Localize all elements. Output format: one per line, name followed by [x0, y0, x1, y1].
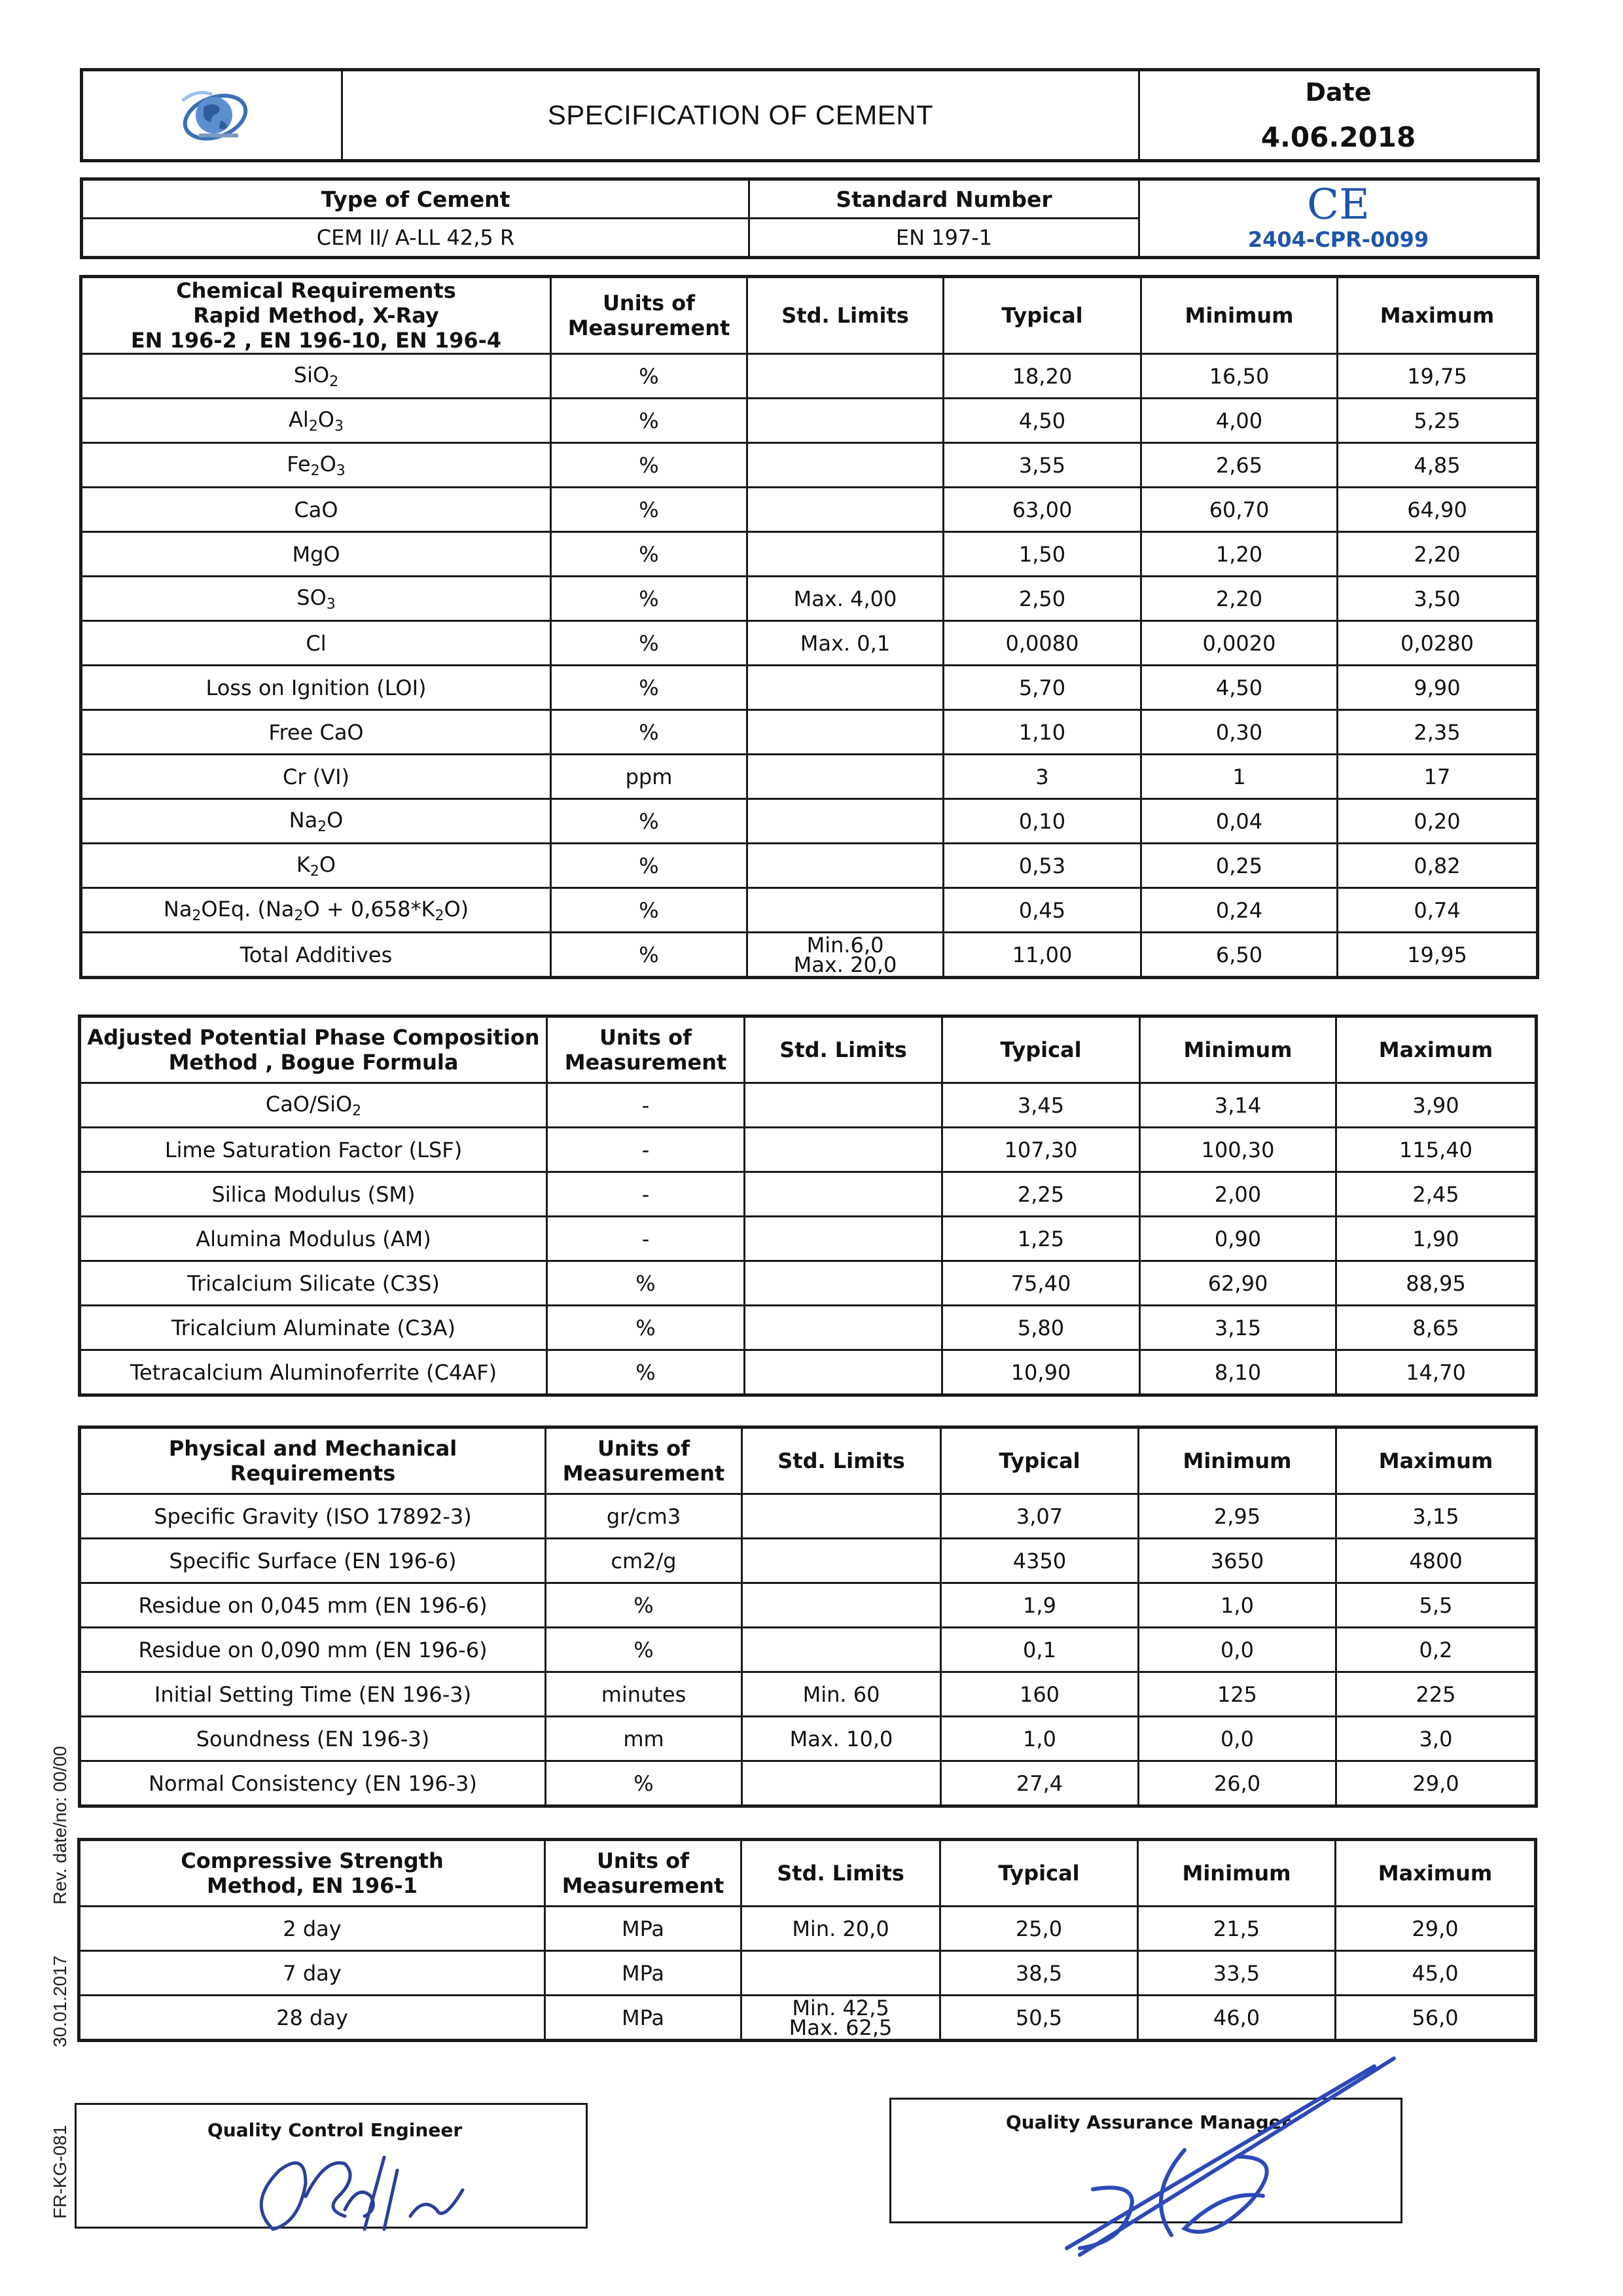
unit-cell: % — [551, 933, 747, 978]
table-row — [81, 888, 1538, 933]
param-fe2o3: $Fe_2O_3$ — [81, 443, 551, 488]
param-cell: Lime Saturation Factor (LSF) — [80, 1128, 547, 1172]
maximum-header: Maximum — [1336, 1840, 1536, 1907]
unit-cell: mm — [546, 1717, 742, 1761]
minimum-cell: 125 — [1139, 1672, 1336, 1717]
unit-cell: minutes — [546, 1672, 742, 1717]
param-cell: Normal Consistency (EN 196-3) — [80, 1761, 546, 1806]
typical-cell: 75,40 — [942, 1261, 1140, 1306]
minimum-header: Minimum — [1139, 1427, 1336, 1494]
minimum-cell: 0,0020 — [1141, 621, 1338, 666]
minimum-cell: 46,0 — [1138, 1996, 1336, 2041]
maximum-cell: 64,90 — [1338, 488, 1538, 532]
unit-cell: MPa — [545, 1996, 741, 2041]
typical-cell: 2,50 — [944, 577, 1141, 621]
limit-cell — [742, 1583, 941, 1628]
table-row — [80, 1672, 1537, 1717]
minimum-cell: 2,20 — [1141, 577, 1338, 621]
maximum-cell: 4800 — [1336, 1539, 1537, 1583]
maximum-cell: 5,25 — [1338, 399, 1538, 443]
param-cell: Soundness (EN 196-3) — [80, 1717, 546, 1761]
phase-composition-table — [78, 1014, 1538, 1397]
unit-cell: - — [547, 1128, 745, 1172]
minimum-cell: 33,5 — [1138, 1951, 1336, 1996]
document-title: SPECIFICATION OF CEMENT — [342, 70, 1139, 161]
typical-cell: 3,45 — [942, 1083, 1140, 1128]
maximum-cell: 19,95 — [1338, 933, 1538, 978]
minimum-cell: 21,5 — [1138, 1907, 1336, 1951]
limit-cell — [742, 1494, 941, 1539]
minimum-cell: 1,20 — [1141, 532, 1338, 577]
typical-cell: 0,53 — [944, 844, 1141, 888]
maximum-header: Maximum — [1336, 1016, 1537, 1083]
typical-cell: 25,0 — [940, 1907, 1138, 1951]
units-header: Units of Measurement — [551, 277, 747, 354]
qc-engineer-label: Quality Control Engineer — [207, 2119, 463, 2141]
phase-title-line-1: Adjusted Potential Phase Composition — [87, 1025, 540, 1050]
maximum-cell: 225 — [1336, 1672, 1537, 1717]
standard-number-value: EN 197-1 — [749, 219, 1139, 258]
table-row — [80, 1583, 1537, 1628]
typical-cell: 1,25 — [942, 1217, 1140, 1261]
unit-cell: % — [551, 799, 747, 844]
param-cell: Residue on 0,090 mm (EN 196-6) — [80, 1628, 546, 1672]
limit-min: Min. 42,5 — [792, 1995, 889, 2020]
table-row — [81, 399, 1538, 443]
minimum-header: Minimum — [1140, 1016, 1336, 1083]
maximum-cell: 19,75 — [1338, 354, 1538, 399]
minimum-cell: 0,30 — [1141, 710, 1338, 755]
unit-cell: gr/cm3 — [546, 1494, 742, 1539]
limit-cell — [745, 1306, 942, 1350]
compressive-title-line-2: Method, EN 196-1 — [207, 1873, 418, 1898]
maximum-cell: 3,0 — [1336, 1717, 1537, 1761]
maximum-cell: 0,2 — [1336, 1628, 1537, 1672]
param-cell: Residue on 0,045 mm (EN 196-6) — [80, 1583, 546, 1628]
limit-cell — [747, 933, 944, 978]
unit-cell: % — [551, 443, 747, 488]
unit-cell: - — [547, 1083, 745, 1128]
limit-cell — [747, 755, 944, 799]
minimum-cell: 1 — [1141, 755, 1338, 799]
table-row — [79, 1907, 1536, 1951]
minimum-cell: 62,90 — [1140, 1261, 1336, 1306]
param-cell: Loss on Ignition (LOI) — [81, 666, 551, 710]
unit-cell: - — [547, 1217, 745, 1261]
minimum-header: Minimum — [1141, 277, 1338, 354]
typical-cell: 1,9 — [941, 1583, 1139, 1628]
limit-cell: Max. 0,1 — [747, 621, 944, 666]
unit-cell: % — [546, 1583, 742, 1628]
typical-cell: 1,50 — [944, 532, 1141, 577]
typical-cell: 5,80 — [942, 1306, 1140, 1350]
maximum-cell: 0,20 — [1338, 799, 1538, 844]
unit-cell: - — [547, 1172, 745, 1217]
typical-cell: 160 — [941, 1672, 1139, 1717]
maximum-cell: 5,5 — [1336, 1583, 1537, 1628]
table-row — [81, 710, 1538, 755]
limit-cell — [747, 888, 944, 933]
table-row — [81, 844, 1538, 888]
minimum-cell: 8,10 — [1140, 1350, 1336, 1395]
typical-cell: 5,70 — [944, 666, 1141, 710]
table-header-row — [80, 1016, 1537, 1083]
unit-cell: % — [551, 399, 747, 443]
unit-cell: % — [551, 488, 747, 532]
maximum-cell: 3,90 — [1336, 1083, 1537, 1128]
limit-cell — [742, 1628, 941, 1672]
maximum-cell: 29,0 — [1336, 1907, 1536, 1951]
param-cell: Cr (VI) — [81, 755, 551, 799]
unit-cell: % — [547, 1261, 745, 1306]
maximum-cell: 4,85 — [1338, 443, 1538, 488]
table-row — [80, 1172, 1537, 1217]
form-number-label: FR-KG-081 — [50, 2125, 70, 2219]
unit-cell: % — [551, 888, 747, 933]
minimum-cell: 1,0 — [1139, 1583, 1336, 1628]
std-limits-header: Std. Limits — [745, 1016, 942, 1083]
param-cell: Tetracalcium Aluminoferrite (C4AF) — [80, 1350, 547, 1395]
param-cell: Free CaO — [81, 710, 551, 755]
minimum-cell: 3,14 — [1140, 1083, 1336, 1128]
cpr-number: 2404-CPR-0099 — [1247, 226, 1429, 252]
unit-cell: % — [551, 577, 747, 621]
unit-cell: % — [546, 1628, 742, 1672]
param-cell: Initial Setting Time (EN 196-3) — [80, 1672, 546, 1717]
limit-max: Max. 62,5 — [789, 2015, 893, 2040]
typical-cell: 3 — [944, 755, 1141, 799]
compressive-title — [79, 1840, 545, 1907]
table-row — [80, 1628, 1537, 1672]
typical-cell: 0,10 — [944, 799, 1141, 844]
limit-cell — [741, 1996, 940, 2041]
typical-cell: 2,25 — [942, 1172, 1140, 1217]
param-cell: CaO — [81, 488, 551, 532]
table-row — [81, 354, 1538, 399]
date-label: Date — [1305, 77, 1372, 107]
unit-cell: % — [551, 621, 747, 666]
maximum-header: Maximum — [1336, 1427, 1537, 1494]
typical-cell: 3,55 — [944, 443, 1141, 488]
typical-cell: 11,00 — [944, 933, 1141, 978]
standard-number-header: Standard Number — [749, 179, 1139, 219]
chemical-title-line-3: EN 196-2 , EN 196-10, EN 196-4 — [130, 328, 502, 353]
qa-signature-icon — [1041, 2052, 1407, 2261]
limit-cell — [747, 399, 944, 443]
unit-cell: ppm — [551, 755, 747, 799]
typical-cell: 4350 — [941, 1539, 1139, 1583]
minimum-cell: 16,50 — [1141, 354, 1338, 399]
std-limits-header: Std. Limits — [741, 1840, 940, 1907]
maximum-header: Maximum — [1338, 277, 1538, 354]
param-al2o3: $Al_2O_3$ — [81, 399, 551, 443]
logo-cell — [82, 70, 342, 161]
maximum-cell: 45,0 — [1336, 1951, 1536, 1996]
unit-cell: % — [547, 1350, 745, 1395]
limit-cell: Min. 20,0 — [741, 1907, 940, 1951]
table-row — [79, 1951, 1536, 1996]
param-cell: Alumina Modulus (AM) — [80, 1217, 547, 1261]
limit-cell — [745, 1172, 942, 1217]
limit-cell — [747, 354, 944, 399]
limit-cell — [742, 1761, 941, 1806]
table-row — [79, 1996, 1536, 2041]
typical-cell: 0,45 — [944, 888, 1141, 933]
typical-cell: 38,5 — [940, 1951, 1138, 1996]
compressive-title-line-1: Compressive Strength — [181, 1848, 444, 1873]
table-row — [81, 577, 1538, 621]
maximum-cell: 2,35 — [1338, 710, 1538, 755]
typical-header: Typical — [940, 1840, 1138, 1907]
maximum-cell: 14,70 — [1336, 1350, 1537, 1395]
limit-cell — [747, 666, 944, 710]
minimum-cell: 26,0 — [1139, 1761, 1336, 1806]
param-na2oeq: $Na_2OEq$. $(Na_2O + 0,658*K_2O)$ — [81, 888, 551, 933]
param-cell: MgO — [81, 532, 551, 577]
unit-cell: MPa — [545, 1951, 741, 1996]
globe-logo-icon — [163, 81, 261, 147]
limit-cell — [747, 710, 944, 755]
maximum-cell: 8,65 — [1336, 1306, 1537, 1350]
limit-cell: Max. 4,00 — [747, 577, 944, 621]
limit-cell — [745, 1350, 942, 1395]
chemical-requirements-table — [79, 275, 1539, 979]
typical-cell: 63,00 — [944, 488, 1141, 532]
limit-cell: Min. 60 — [742, 1672, 941, 1717]
typical-cell: 0,0080 — [944, 621, 1141, 666]
typical-cell: 1,10 — [944, 710, 1141, 755]
std-limits-header: Std. Limits — [747, 277, 944, 354]
typical-cell: 4,50 — [944, 399, 1141, 443]
limit-cell — [745, 1083, 942, 1128]
typical-header: Typical — [941, 1427, 1139, 1494]
chemical-title-line-1: Chemical Requirements — [176, 278, 456, 303]
typical-header: Typical — [942, 1016, 1140, 1083]
qc-signature-box — [75, 2103, 588, 2229]
minimum-cell: 3,15 — [1140, 1306, 1336, 1350]
maximum-cell: 9,90 — [1338, 666, 1538, 710]
table-row — [81, 666, 1538, 710]
maximum-cell: 1,90 — [1336, 1217, 1537, 1261]
typical-cell: 0,1 — [941, 1628, 1139, 1672]
typical-cell: 18,20 — [944, 354, 1141, 399]
limit-cell — [745, 1261, 942, 1306]
maximum-cell: 29,0 — [1336, 1761, 1537, 1806]
table-row — [81, 488, 1538, 532]
minimum-cell: 4,50 — [1141, 666, 1338, 710]
minimum-cell: 6,50 — [1141, 933, 1338, 978]
limit-cell — [747, 532, 944, 577]
maximum-cell: 2,20 — [1338, 532, 1538, 577]
qa-manager-label: Quality Assurance Manager — [1006, 2111, 1291, 2133]
minimum-cell: 0,0 — [1139, 1628, 1336, 1672]
maximum-cell: 0,74 — [1338, 888, 1538, 933]
param-cell: 7 day — [79, 1951, 545, 1996]
units-header: Units of Measurement — [545, 1840, 741, 1907]
maximum-cell: 3,15 — [1336, 1494, 1537, 1539]
limit-cell — [747, 443, 944, 488]
units-header: Units of Measurement — [547, 1016, 745, 1083]
maximum-cell: 115,40 — [1336, 1128, 1537, 1172]
table-row — [80, 1261, 1537, 1306]
limit-cell — [745, 1128, 942, 1172]
compressive-strength-table — [77, 1838, 1537, 2042]
typical-header: Typical — [944, 277, 1141, 354]
std-limits-header: Std. Limits — [742, 1427, 941, 1494]
minimum-cell: 3650 — [1139, 1539, 1336, 1583]
limit-cell — [747, 844, 944, 888]
minimum-cell: 2,00 — [1140, 1172, 1336, 1217]
typical-cell: 1,0 — [941, 1717, 1139, 1761]
param-cell: Specific Gravity (ISO 17892-3) — [80, 1494, 546, 1539]
unit-cell: % — [551, 666, 747, 710]
param-cell: Cl — [81, 621, 551, 666]
limit-cell — [747, 799, 944, 844]
type-of-cement-value: CEM II/ A-LL 42,5 R — [82, 219, 749, 258]
table-row — [81, 755, 1538, 799]
typical-cell: 107,30 — [942, 1128, 1140, 1172]
maximum-cell: 88,95 — [1336, 1261, 1537, 1306]
chemical-title-line-2: Rapid Method, X-Ray — [193, 303, 439, 328]
param-cell: 2 day — [79, 1907, 545, 1951]
qc-signature-icon — [227, 2131, 528, 2242]
unit-cell: cm2/g — [546, 1539, 742, 1583]
physical-title: Physical and Mechanical Requirements — [80, 1427, 546, 1494]
table-header-row — [81, 277, 1538, 354]
date-value: 4.06.2018 — [1260, 120, 1416, 153]
unit-cell: % — [547, 1306, 745, 1350]
table-header-row — [79, 1840, 1536, 1907]
date-cell — [1139, 70, 1539, 161]
table-row — [81, 799, 1538, 844]
table-row — [81, 532, 1538, 577]
ce-mark-icon: CE — [1307, 180, 1370, 229]
minimum-cell: 0,0 — [1139, 1717, 1336, 1761]
unit-cell: MPa — [545, 1907, 741, 1951]
units-header: Units of Measurement — [546, 1427, 742, 1494]
table-row — [80, 1083, 1537, 1128]
cement-type-table — [80, 177, 1540, 259]
typical-cell: 10,90 — [942, 1350, 1140, 1395]
limit-min: Min.6,0 — [806, 932, 884, 958]
form-date-label: 30.01.2017 — [50, 1955, 70, 2047]
unit-cell: % — [551, 532, 747, 577]
limit-cell — [742, 1539, 941, 1583]
minimum-header: Minimum — [1138, 1840, 1336, 1907]
param-cell: 28 day — [79, 1996, 545, 2041]
typical-cell: 27,4 — [941, 1761, 1139, 1806]
minimum-cell: 100,30 — [1140, 1128, 1336, 1172]
limit-cell: Max. 10,0 — [742, 1717, 941, 1761]
param-cell: Specific Surface (EN 196-6) — [80, 1539, 546, 1583]
param-sio2: SiO$_2$ — [81, 354, 551, 399]
document-header — [80, 68, 1540, 162]
maximum-cell: 2,45 — [1336, 1172, 1537, 1217]
table-row — [81, 443, 1538, 488]
minimum-cell: 0,25 — [1141, 844, 1338, 888]
param-cell: Tricalcium Aluminate (C3A) — [80, 1306, 547, 1350]
revision-label: Rev. date/no: 00/00 — [50, 1746, 70, 1905]
minimum-cell: 2,95 — [1139, 1494, 1336, 1539]
table-row — [80, 1494, 1537, 1539]
maximum-cell: 0,82 — [1338, 844, 1538, 888]
phase-title — [80, 1016, 547, 1083]
param-cell: Tricalcium Silicate (C3S) — [80, 1261, 547, 1306]
table-row — [80, 1306, 1537, 1350]
unit-cell: % — [551, 844, 747, 888]
table-row — [81, 933, 1538, 978]
minimum-cell: 0,90 — [1140, 1217, 1336, 1261]
maximum-cell: 56,0 — [1336, 1996, 1536, 2041]
limit-cell — [741, 1951, 940, 1996]
limit-cell — [745, 1217, 942, 1261]
minimum-cell: 2,65 — [1141, 443, 1338, 488]
limit-cell — [747, 488, 944, 532]
ce-cell — [1139, 179, 1539, 258]
param-cell: Total Additives — [81, 933, 551, 978]
param-so3: $SO_3$ — [81, 577, 551, 621]
unit-cell: % — [551, 710, 747, 755]
chemical-title — [81, 277, 551, 354]
table-row — [80, 1350, 1537, 1395]
table-row — [80, 1761, 1537, 1806]
maximum-cell: 17 — [1338, 755, 1538, 799]
param-cell: Silica Modulus (SM) — [80, 1172, 547, 1217]
maximum-cell: 0,0280 — [1338, 621, 1538, 666]
table-row — [80, 1717, 1537, 1761]
limit-max: Max. 20,0 — [793, 952, 897, 977]
table-row — [80, 1217, 1537, 1261]
type-of-cement-header: Type of Cement — [82, 179, 749, 219]
unit-cell: % — [546, 1761, 742, 1806]
param-k2o: $K_2O$ — [81, 844, 551, 888]
physical-requirements-table — [78, 1426, 1538, 1808]
table-row — [81, 621, 1538, 666]
minimum-cell: 4,00 — [1141, 399, 1338, 443]
unit-cell: % — [551, 354, 747, 399]
minimum-cell: 60,70 — [1141, 488, 1338, 532]
typical-cell: 50,5 — [940, 1996, 1138, 2041]
param-cao-sio2: CaO/SiO$_2$ — [80, 1083, 547, 1128]
minimum-cell: 0,24 — [1141, 888, 1338, 933]
minimum-cell: 0,04 — [1141, 799, 1338, 844]
param-na2o: $Na_2O$ — [81, 799, 551, 844]
phase-title-line-2: Method , Bogue Formula — [168, 1050, 459, 1075]
maximum-cell: 3,50 — [1338, 577, 1538, 621]
table-row — [80, 1539, 1537, 1583]
typical-cell: 3,07 — [941, 1494, 1139, 1539]
table-row — [80, 1128, 1537, 1172]
table-header-row — [80, 1427, 1537, 1494]
